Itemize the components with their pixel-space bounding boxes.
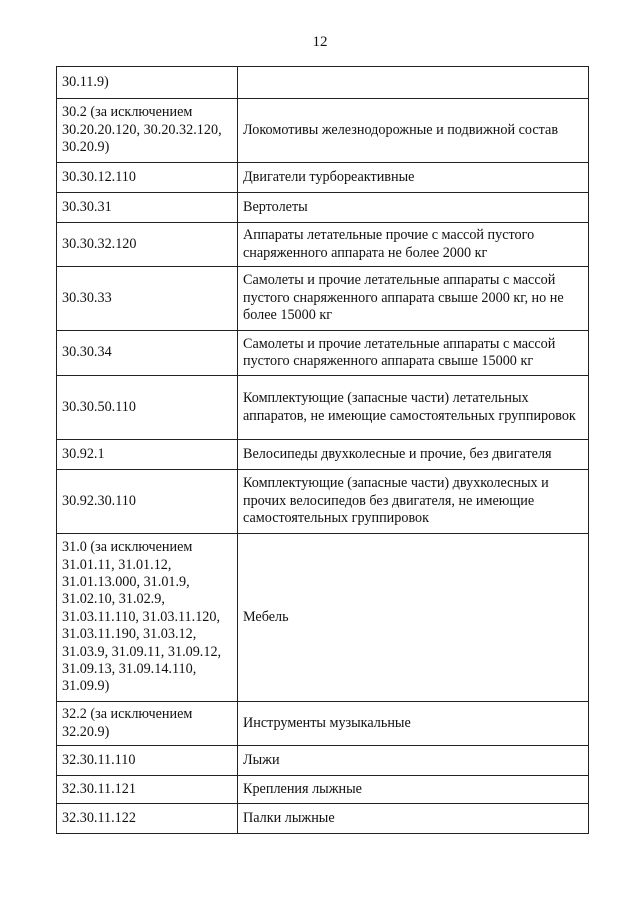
code-cell: 32.30.11.110 xyxy=(57,746,238,776)
code-cell: 30.30.33 xyxy=(57,267,238,331)
description-cell xyxy=(238,67,589,99)
code-cell: 30.92.1 xyxy=(57,440,238,470)
description-cell: Самолеты и прочие летательные аппараты с массой пустого снаряженного аппарата свыше 2000 кг, но не более 15000 кг xyxy=(238,267,589,331)
code-cell: 32.2 (за исключением 32.20.9) xyxy=(57,702,238,746)
code-cell: 32.30.11.122 xyxy=(57,804,238,834)
table-row xyxy=(57,804,589,834)
code-cell: 30.30.34 xyxy=(57,331,238,376)
description-cell: Аппараты летательные прочие с массой пустого снаряженного аппарата не более 2000 кг xyxy=(238,223,589,267)
code-cell: 31.0 (за исключением 31.01.11, 31.01.12, 31.01.13.000, 31.01.9, 31.02.10, 31.02.9, 31.03.11.110, 31.03.11.120, 31.03.11.190, 31.03.12, 31.03.9, 31.09.11, 31.09.12, 31.09.13, 31.09.14.110, 31.09.9) xyxy=(57,534,238,702)
table-row xyxy=(57,702,589,746)
table-row xyxy=(57,470,589,534)
code-cell: 30.30.12.110 xyxy=(57,163,238,193)
code-cell: 30.11.9) xyxy=(57,67,238,99)
description-cell: Лыжи xyxy=(238,746,589,776)
description-cell: Инструменты музыкальные xyxy=(238,702,589,746)
table-row xyxy=(57,776,589,804)
description-cell: Самолеты и прочие летательные аппараты с массой пустого снаряженного аппарата свыше 15000 кг xyxy=(238,331,589,376)
description-cell: Мебель xyxy=(238,534,589,702)
description-cell: Двигатели турбореактивные xyxy=(238,163,589,193)
description-cell: Вертолеты xyxy=(238,193,589,223)
table-row xyxy=(57,99,589,163)
page-number: 12 xyxy=(312,34,328,50)
table-row xyxy=(57,67,589,99)
table-row xyxy=(57,163,589,193)
classification-table xyxy=(56,66,589,834)
code-cell: 30.30.31 xyxy=(57,193,238,223)
table-row xyxy=(57,223,589,267)
table-row xyxy=(57,331,589,376)
code-cell: 30.30.32.120 xyxy=(57,223,238,267)
code-cell: 30.2 (за исключением 30.20.20.120, 30.20.32.120, 30.20.9) xyxy=(57,99,238,163)
description-cell: Крепления лыжные xyxy=(238,776,589,804)
table-row xyxy=(57,534,589,702)
description-cell: Комплектующие (запасные части) летательных аппаратов, не имеющие самостоятельных группировок xyxy=(238,376,589,440)
description-cell: Палки лыжные xyxy=(238,804,589,834)
table-row xyxy=(57,267,589,331)
description-cell: Комплектующие (запасные части) двухколесных и прочих велосипедов без двигателя, не имеющие самостоятельных группировок xyxy=(238,470,589,534)
table-row xyxy=(57,440,589,470)
table-row xyxy=(57,193,589,223)
description-cell: Велосипеды двухколесные и прочие, без двигателя xyxy=(238,440,589,470)
code-cell: 30.30.50.110 xyxy=(57,376,238,440)
description-cell: Локомотивы железнодорожные и подвижной состав xyxy=(238,99,589,163)
code-cell: 30.92.30.110 xyxy=(57,470,238,534)
code-cell: 32.30.11.121 xyxy=(57,776,238,804)
table-row xyxy=(57,746,589,776)
table-row xyxy=(57,376,589,440)
